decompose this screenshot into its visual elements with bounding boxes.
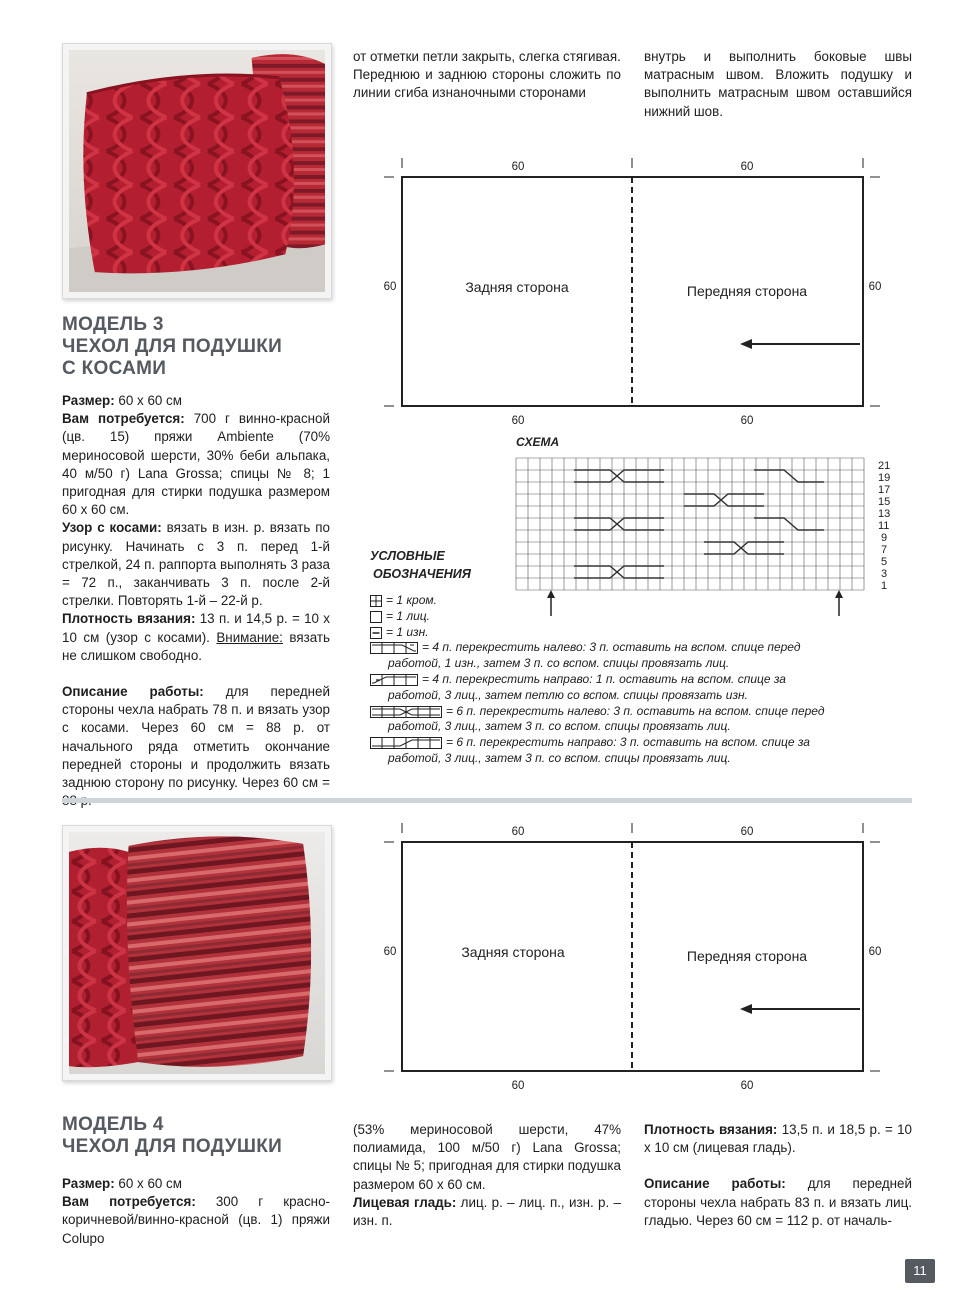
dim-bottom-right: 60 <box>740 1080 754 1092</box>
materials-value: 700 г винно-красной (цв. 15) пряжи Ambiente (70% мериносовой шерсти, 30% беби альпака, 40 м/50 г) Lana Grossa; спицы № 8; 1 пригодная для стирки подушка размером 60 х 60 см. <box>62 411 330 518</box>
legend-c4l-text: = 4 п. перекрестить налево: 3 п. оставить на вспом. спице перед <box>422 640 801 655</box>
dim-top-left: 60 <box>511 161 525 173</box>
col2-p1: от отметки петли закрыть, слегка стягивая. <box>353 49 621 64</box>
materials-value: 300 г красно-коричневой/винно-красной (цв. 1) пряжи Colupo <box>62 1194 330 1246</box>
cable-crossing <box>574 566 664 578</box>
model4-stockinette <box>353 1194 621 1230</box>
row-number: 5 <box>881 556 888 568</box>
model4-title <box>62 1114 282 1158</box>
schema-title: СХЕМА <box>516 435 560 449</box>
model4-work <box>644 1175 912 1230</box>
dim-right: 60 <box>868 946 882 958</box>
row-number: 19 <box>878 472 891 484</box>
chart-cables <box>574 470 824 578</box>
legend-c6r-text: = 6 п. перекрестить направо: 3 п. оставить на вспом. спице за <box>446 735 810 750</box>
legend-knit-text: = 1 лиц. <box>386 608 430 623</box>
cable-crossing <box>574 518 664 530</box>
cover-diagram-1 <box>370 150 890 430</box>
cable-crossing <box>574 470 664 482</box>
model3-instructions <box>62 392 330 810</box>
gauge-value: 13 п. и 14,5 р. = 10 х 10 см (узор с косами). <box>62 611 331 645</box>
gauge-label: Плотность вязания: <box>62 611 196 627</box>
col3-p1: внутрь и выполнить боковые швы матрасным швом. Вложить подушку и выполнить матрасным швом оставшийся нижний шов. <box>644 49 912 119</box>
cable-crossing <box>754 518 824 530</box>
arrow-head-icon <box>740 339 752 349</box>
gauge-label: Плотность вязания: <box>644 1122 778 1137</box>
model3-title-line1: МОДЕЛЬ 3 <box>62 314 164 335</box>
cable-6-right-icon <box>370 737 442 749</box>
cable-crossing <box>574 518 664 530</box>
model4-size <box>62 1175 330 1193</box>
legend-item-knit <box>370 609 850 625</box>
legend-item-cable6-left <box>370 704 850 720</box>
row-numbers <box>878 460 890 592</box>
row-number: 21 <box>878 460 891 472</box>
legend-item-purl <box>370 625 850 641</box>
model3-col2 <box>353 48 621 103</box>
model3-size <box>62 392 330 410</box>
model4-title-line1: МОДЕЛЬ 4 <box>62 1114 164 1135</box>
row-number: 7 <box>881 544 888 556</box>
row-number: 9 <box>881 532 888 544</box>
dim-bottom-left: 60 <box>511 415 525 427</box>
row-number: 17 <box>878 484 891 496</box>
work-value: для передней стороны чехла набрать 78 п. и вязать узор с косами. Через 60 см = 88 р. от начального ряда отметить окончание передней стороны и продолжить вязать заднюю сторону по рисунку. Через 60 см = <box>62 684 330 791</box>
dim-top-left: 60 <box>511 826 525 838</box>
attention-label: Внимание: <box>216 629 283 645</box>
cover-diagram-2 <box>370 815 890 1095</box>
legend-edge-text: = 1 кром. <box>386 593 437 607</box>
legend-item-cable4-right <box>370 672 850 688</box>
cable-6-left-icon <box>370 706 442 718</box>
size-label: Размер: <box>62 393 115 408</box>
front-side-label: Передняя сторона <box>686 948 808 964</box>
model3-work <box>62 683 330 810</box>
pattern-label: Узор с косами: <box>62 520 162 536</box>
legend <box>370 593 850 767</box>
photo-cable-pillow <box>62 43 332 299</box>
photo-striped-pillow <box>62 825 332 1081</box>
size-value: 60 х 60 см <box>114 393 182 408</box>
purl-stitch-icon <box>370 627 382 639</box>
size-value: 60 х 60 см <box>114 1176 182 1191</box>
legend-title-line2: ОБОЗНАЧЕНИЯ <box>373 567 471 581</box>
cable-crossing <box>754 470 824 482</box>
materials-label: Вам потребуется: <box>62 1194 196 1210</box>
cable-crossing <box>574 566 664 578</box>
legend-c6r-cont: работой, 3 лиц., затем 3 п. со вспом. спицы провязать лиц. <box>388 750 731 765</box>
work-value: для передней стороны чехла набрать 83 п. и вязать лиц. гладью. Через 60 см = 112 р. от началь- <box>644 1176 912 1228</box>
knit-stitch-icon <box>370 611 382 623</box>
cable-crossing <box>574 470 664 482</box>
legend-c4r-text: = 4 п. перекрестить направо: 1 п. оставить на вспом. спице за <box>422 671 786 686</box>
back-side-label: Задняя сторона <box>465 279 569 295</box>
work-label: Описание работы: <box>644 1176 786 1192</box>
row-number: 15 <box>878 496 891 508</box>
chart-grid <box>516 458 864 590</box>
back-side-label: Задняя сторона <box>461 944 565 960</box>
cable-4-right-icon <box>370 674 418 686</box>
materials-label: Вам потребуется: <box>62 411 185 427</box>
col2-p2: Переднюю и заднюю стороны сложить по линии сгиба изнаночными сторонами <box>353 67 621 101</box>
model3-title <box>62 314 282 380</box>
legend-purl-text: = 1 изн. <box>386 624 429 639</box>
legend-c6l-text: = 6 п. перекрестить налево: 3 п. оставить на вспом. спице перед <box>446 703 825 718</box>
model3-title-line3: С КОСАМИ <box>62 358 167 379</box>
model3-materials <box>62 410 330 519</box>
model3-title-line2: ЧЕХОЛ ДЛЯ ПОДУШКИ <box>62 336 283 357</box>
legend-item-edge <box>370 593 850 609</box>
model4-col2 <box>353 1121 621 1230</box>
legend-title-line1: УСЛОВНЫЕ <box>370 549 445 563</box>
model4-col1 <box>62 1175 330 1248</box>
dim-bottom-right: 60 <box>740 415 754 427</box>
model4-title-line2: ЧЕХОЛ ДЛЯ ПОДУШКИ <box>62 1136 283 1157</box>
legend-c4r-cont: работой, 3 лиц., затем петлю со вспом. спицы провязать изн. <box>388 687 748 702</box>
model3-gauge <box>62 610 330 665</box>
dim-left: 60 <box>383 946 397 958</box>
attention-value: вязать не слишком свободно. <box>62 629 330 663</box>
legend-item-cable4-left <box>370 640 850 656</box>
model3-pattern <box>62 519 330 610</box>
row-number: 13 <box>878 508 891 520</box>
legend-c4l-cont: работой, 1 изн., затем 3 п. со вспом. спицы провязать лиц. <box>388 656 730 671</box>
size-label: Размер: <box>62 1176 115 1191</box>
dim-top-right: 60 <box>740 826 754 838</box>
section-divider <box>62 798 912 803</box>
stockinette-value: лиц. р. – лиц. п., изн. р. – изн. п. <box>353 1194 621 1229</box>
model4-materials-cont: (53% мериносовой шерсти, 47% полиамида, 100 м/50 г) Lana Grossa; спицы № 5; пригодная для стирки подушка размером 60 х 60 см. <box>353 1122 621 1192</box>
model4-col3 <box>644 1121 912 1230</box>
model4-materials <box>62 1193 330 1248</box>
row-number: 1 <box>881 580 888 592</box>
cable-4-left-icon <box>370 642 418 654</box>
legend-title <box>370 547 471 583</box>
model3-col3 <box>644 48 912 121</box>
dim-right: 60 <box>868 281 882 293</box>
dim-bottom-left: 60 <box>511 1080 525 1092</box>
edge-stitch-icon <box>370 595 382 607</box>
row-number: 11 <box>878 520 890 532</box>
arrow-head-icon <box>740 1004 752 1014</box>
row-number: 3 <box>881 568 888 580</box>
pattern-value: вязать в изн. р. вязать по рисунку. Начинать с 3 п. перед 1-й стрелкой, 24 п. раппорта выполнять 3 раза = 72 п., заканчивать 3 п. после 2-й стрелки. Повторять 1-й – 22-й р. <box>62 520 330 609</box>
work-label: Описание работы: <box>62 684 204 700</box>
stockinette-label: Лицевая гладь: <box>353 1194 457 1210</box>
gauge-value: 13,5 п. и 18,5 р. = 10 х 10 см (лицевая гладь). <box>644 1122 913 1156</box>
model4-gauge <box>644 1121 912 1157</box>
legend-item-cable6-right <box>370 735 850 751</box>
cable-chart <box>514 456 899 616</box>
legend-c6l-cont: работой, 3 лиц., затем 3 п. со вспом. спицы провязать лиц. <box>388 719 731 734</box>
front-side-label: Передняя сторона <box>686 283 808 299</box>
dim-left: 60 <box>383 281 397 293</box>
page-number: 11 <box>905 1259 935 1283</box>
dim-top-right: 60 <box>740 161 754 173</box>
